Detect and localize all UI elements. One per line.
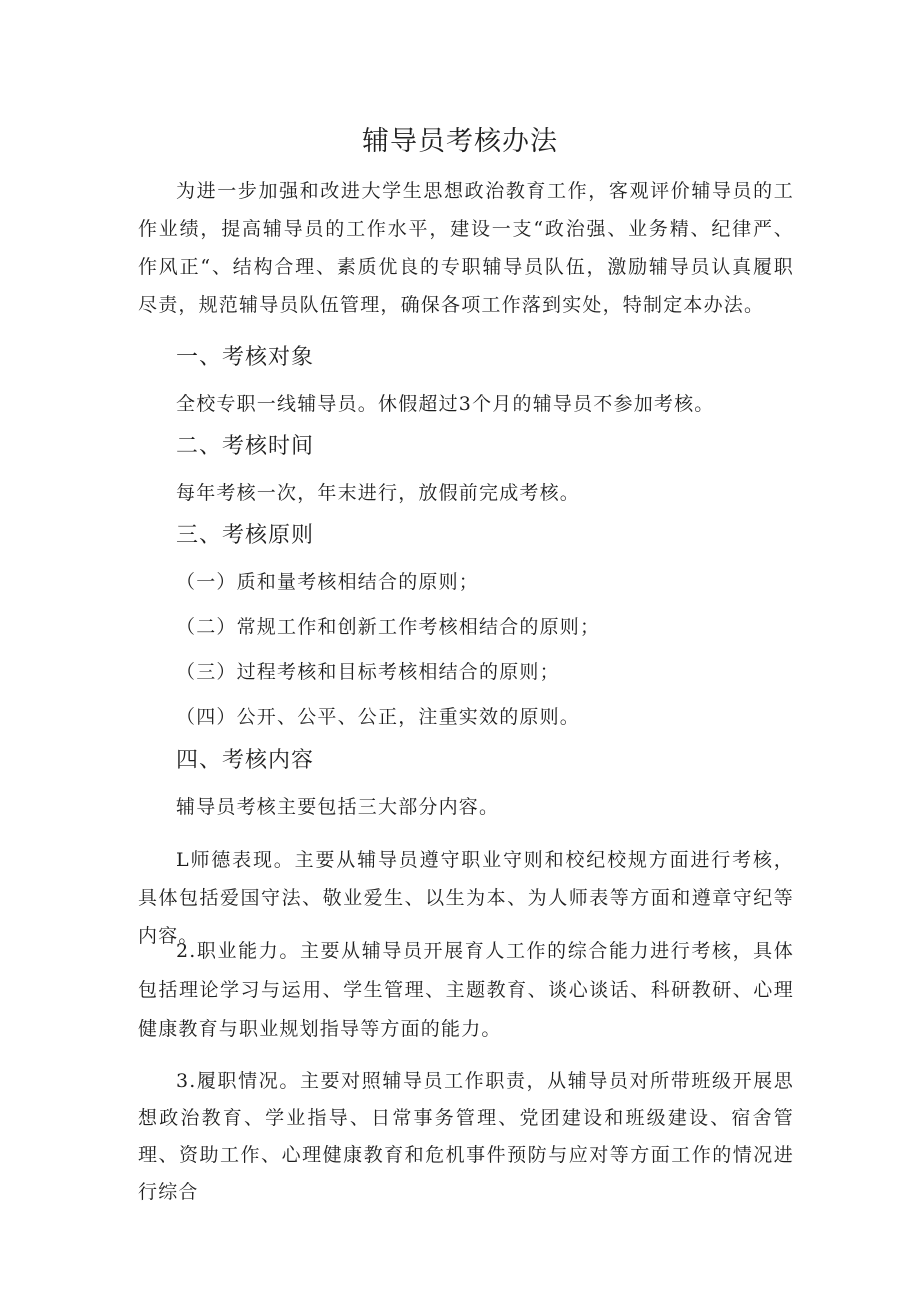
principle-item: （二）常规工作和创新工作考核相结合的原则； bbox=[176, 616, 601, 638]
section-heading-principles: 三、考核原则 bbox=[176, 523, 315, 548]
principle-item: （三）过程考核和目标考核相结合的原则； bbox=[176, 661, 560, 683]
section-text-subjects: 全校专职一线辅导员。休假超过3个月的辅导员不参加考核。 bbox=[176, 393, 715, 415]
section-text-time: 每年考核一次，年末进行，放假前完成考核。 bbox=[176, 482, 581, 504]
document-title: 辅导员考核办法 bbox=[362, 126, 558, 157]
section-heading-subjects: 一、考核对象 bbox=[176, 345, 315, 370]
content-item-duties: 3.履职情况。主要对照辅导员工作职责，从辅导员对所带班级开展思想政治教育、学业指导、日常事务管理、党团建设和班级建设、宿舍管理、资助工作、心理健康教育和危机事件预防与应对等方面工作的情况进行综合 bbox=[138, 1070, 794, 1203]
principle-item: （一）质和量考核相结合的原则； bbox=[176, 571, 480, 593]
content-item-ethics: L师德表现。主要从辅导员遵守职业守则和校纪校规方面进行考核，具体包括爱国守法、敬业爱生、以生为本、为人师表等方面和遵章守纪等内容。 bbox=[138, 849, 794, 947]
content-item-ability: 2.职业能力。主要从辅导员开展育人工作的综合能力进行考核，具体包括理论学习与运用、学生管理、主题教育、谈心谈话、科研教研、心理健康教育与职业规划指导等方面的能力。 bbox=[138, 940, 794, 1040]
section-heading-content: 四、考核内容 bbox=[176, 748, 315, 773]
section-heading-time: 二、考核时间 bbox=[176, 434, 315, 459]
intro-paragraph: 为进一步加强和改进大学生思想政治教育工作，客观评价辅导员的工作业绩，提高辅导员的工作水平，建设一支“政治强、业务精、纪律严、作风正“、结构合理、素质优良的专职辅导员队伍，激励辅导员认真履职尽责，规范辅导员队伍管理，确保各项工作落到实处，特制定本办法。 bbox=[138, 180, 794, 316]
section-text-content: 辅导员考核主要包括三大部分内容。 bbox=[176, 796, 500, 818]
principle-item: （四）公开、公平、公正，注重实效的原则。 bbox=[176, 706, 581, 728]
